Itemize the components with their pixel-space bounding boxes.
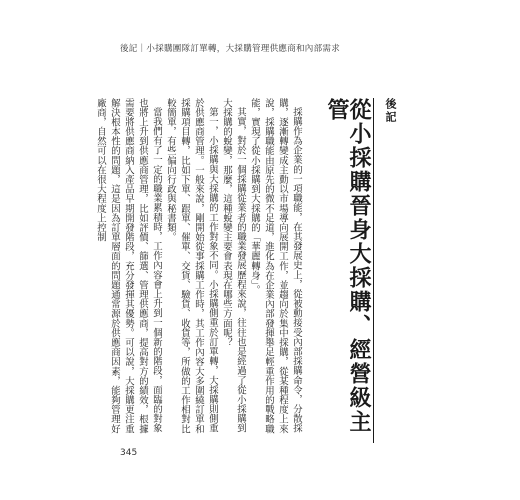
body-text — [93, 98, 303, 443]
page-content — [95, 98, 398, 443]
paragraph: 採購作為企業的一項職能，在其發展史上，從被動接受內部採購命令，分散採購，逐漸轉變成主動以市場導向展開工作，並趨向於集中採購，從某種程度上來說，採購職能由原先的微不足道，進化為在企業內部發揮舉足輕重作用的戰略職能，實現了從小採購到大採購的「華麗轉身」。 — [249, 98, 302, 434]
page-number: 345 — [120, 448, 138, 458]
paragraph: 當我們有了一定的職業累積時，工作內容會上升到一個新的階段，面臨的對象也將上升到供應商管理，比如評價、篩選、管理供應商，提高對方的績效，根據需要將供應商納入產品早期開發階段，充分發揮其優勢。可以說，大採購更注重解決根本性的問題，這是因為訂單層面的問題通常源於供應商因素，能夠管理好廠商，自然可以在很大程度上控制 — [95, 98, 162, 434]
running-head: 後記｜小採購團隊訂單轉，大採購管理供應商和內部需求 — [120, 44, 341, 54]
paragraph: 其實，對於一個採購從業者的職業發展歷程來說，往往也是經過了從小採購到大採購的蛻變，那麼，這種蛻變主要會表現在哪些方面呢？ — [221, 98, 246, 434]
chapter-title: 從小採購晉身大採購、經營級主管 — [325, 98, 374, 443]
paragraph: 第一，小採購與大採購的工作對象不同。小採購側重於訂單轉，大採購則側重於供應商管理。一般來說，剛開始從事採購工作時，其工作內容大多圍繞訂單和採購項目轉，比如下單、跟單、催單、交貨、驗貨、收貨等，所做的工作相對比較簡單，有些偏向行政與秘書類。 — [165, 98, 218, 434]
chapter-label: 後記 — [384, 98, 397, 124]
